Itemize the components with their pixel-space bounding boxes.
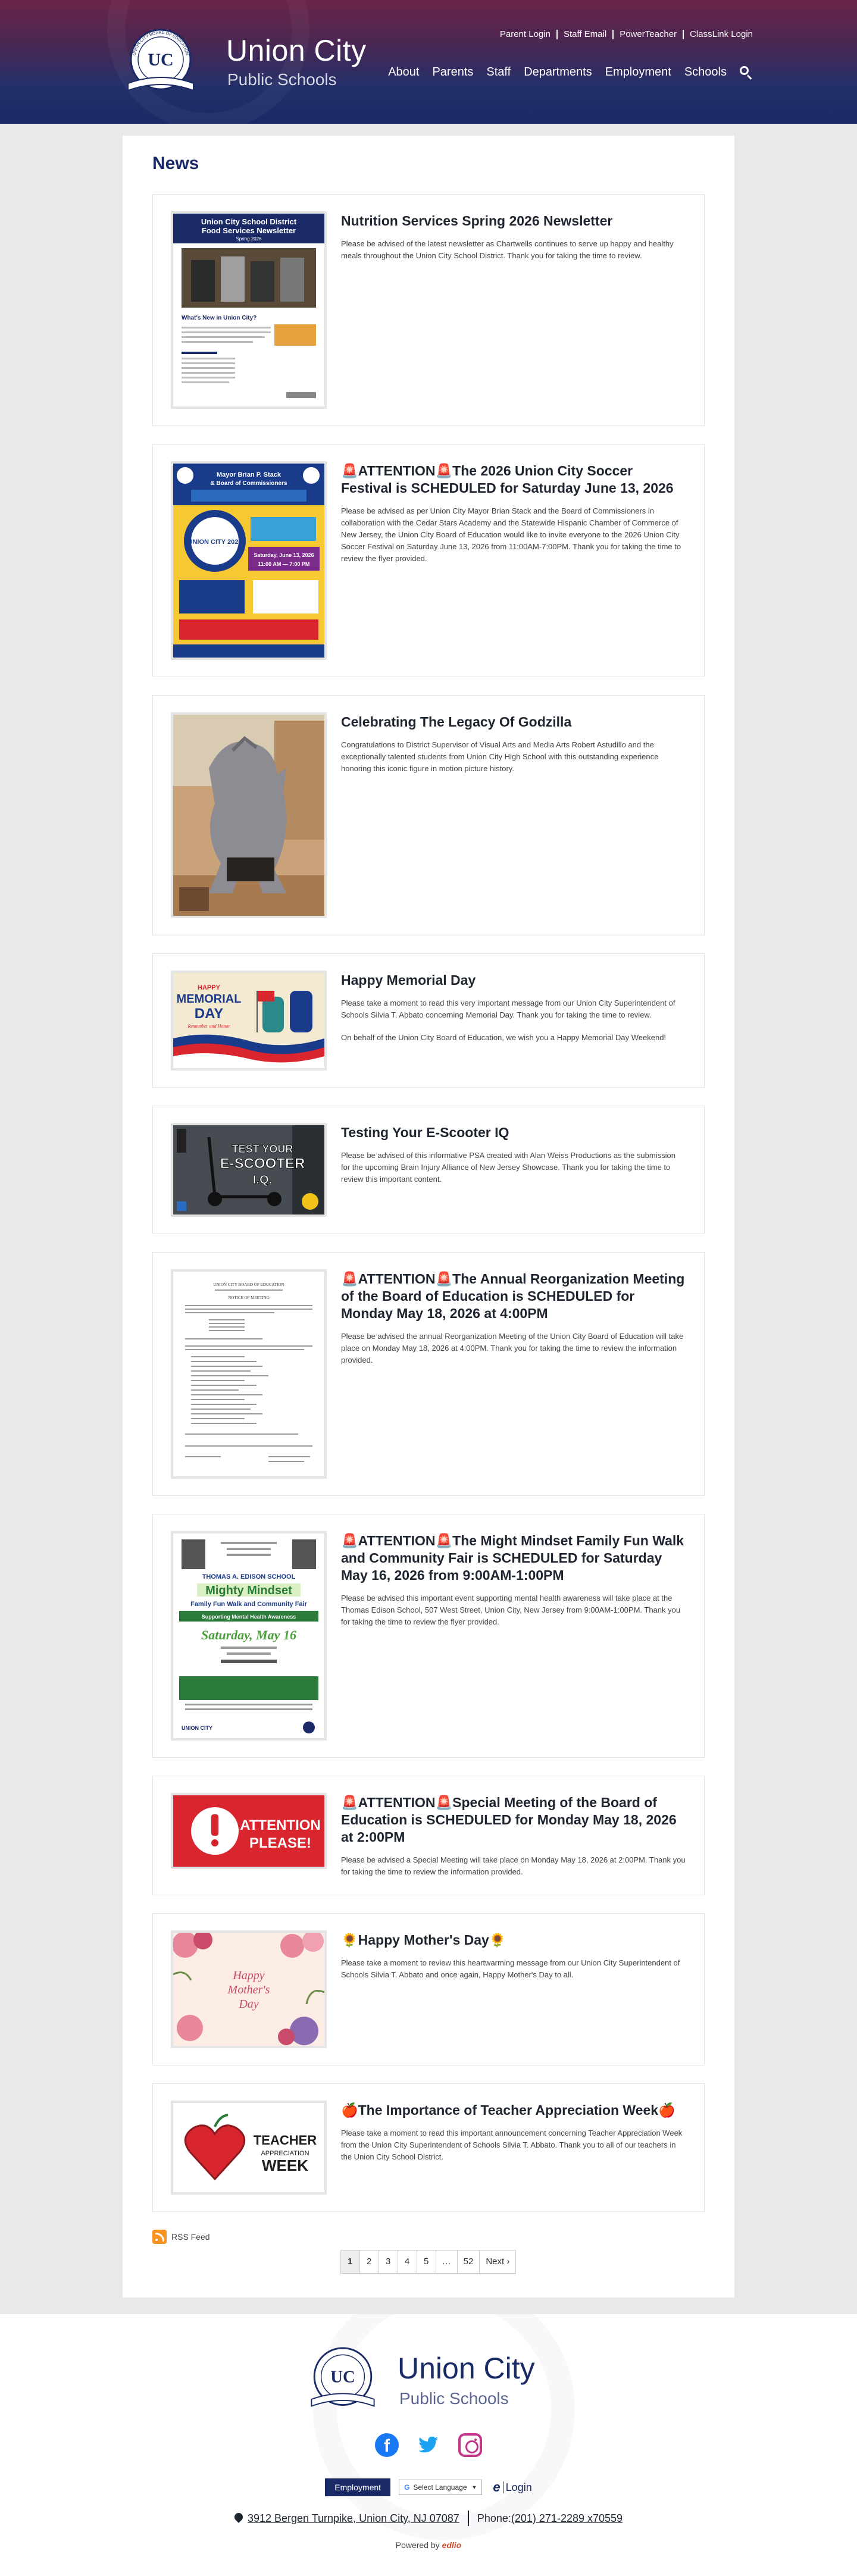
thumb-text: Mother's — [227, 1983, 270, 1996]
news-thumbnail-newsletter[interactable] — [171, 211, 327, 409]
svg-text:UNION CITY BOARD OF EDUCATION: UNION CITY BOARD OF EDUCATION — [132, 30, 189, 56]
social-links — [123, 2433, 734, 2457]
site-subtitle: Public Schools — [227, 70, 337, 89]
nav-staff[interactable]: Staff — [486, 65, 511, 79]
news-summary: Please be advised of the latest newsletter as Chartwells continues to serve up happy and healthy meals throughout the Union City School District. Thank you for taking the time to review. — [341, 239, 674, 260]
search-icon[interactable] — [740, 66, 753, 79]
news-title[interactable]: Testing Your E-Scooter IQ — [341, 1125, 509, 1140]
news-item — [152, 695, 705, 935]
thumb-text: Remember and Honor — [187, 1023, 230, 1029]
news-title[interactable]: 🚨ATTENTION🚨The Annual Reorganization Meeting of the Board of Education is SCHEDULED for Monday May 18, 2026 at 4:00PM — [341, 1271, 685, 1321]
nav-schools[interactable]: Schools — [684, 65, 727, 79]
footer-subtitle: Public Schools — [399, 2389, 509, 2408]
edlio-brand-link[interactable]: edlio — [442, 2540, 462, 2550]
thumb-text: Food Services Newsletter — [201, 226, 296, 235]
edlio-icon: e — [493, 2480, 501, 2494]
thumb-text: TEST YOUR — [232, 1143, 293, 1155]
thumb-text: Mayor Brian P. Stack — [216, 471, 282, 478]
news-title[interactable]: 🍎The Importance of Teacher Appreciation Week🍎 — [341, 2102, 675, 2118]
map-pin-icon — [234, 2513, 243, 2524]
news-item — [152, 194, 705, 426]
footer-district-seal-icon[interactable] — [289, 2347, 396, 2412]
news-summary: On behalf of the Union City Board of Education, we wish you a Happy Memorial Day Weekend! — [341, 1033, 667, 1042]
site-title[interactable]: Union City — [226, 34, 367, 67]
news-summary: Please take a moment to review this heartwarming message from our Union City Superintendent of Schools Silvia T. Abbato and once again, Happy Mother's Day to all. — [341, 1958, 680, 1979]
next-page-button[interactable]: Next › — [479, 2250, 516, 2274]
thumb-text: HAPPY — [198, 984, 220, 991]
news-summary: Please be advised of this informative PSA created with Alan Weiss Productions as the submission for the upcoming Brain Injury Alliance of New Jersey Showcase. Thank you for taking the time to review this important content. — [341, 1151, 675, 1184]
thumb-text: E-SCOOTER — [220, 1156, 305, 1172]
twitter-icon[interactable] — [417, 2433, 440, 2457]
news-summary: Please be advised the annual Reorganization Meeting of the Union City Board of Education will take place on Monday May 18, 2026 at 4:00PM. Thank you for taking the time to review the information provided. — [341, 1332, 684, 1364]
news-item — [152, 1106, 705, 1234]
phone-label: Phone: — [477, 2512, 511, 2524]
news-title[interactable]: Nutrition Services Spring 2026 Newsletter — [341, 213, 613, 229]
nav-parents[interactable]: Parents — [432, 65, 474, 79]
news-item — [152, 2083, 705, 2212]
parent-login-link[interactable]: Parent Login — [494, 30, 558, 39]
district-logo[interactable] — [104, 29, 223, 100]
rss-feed-link[interactable] — [152, 2230, 705, 2244]
news-thumbnail-meeting-notice[interactable] — [171, 1269, 327, 1479]
news-thumbnail-mothers-day[interactable] — [171, 1930, 327, 2048]
news-thumbnail-mighty-mindset-flyer[interactable] — [171, 1531, 327, 1741]
news-summary: Please take a moment to read this very important message from our Union City Superintendent of Schools Silvia T. Abbato concerning Memorial Day. Thank you for taking the time to review. — [341, 999, 675, 1019]
rss-feed-label: RSS Feed — [171, 2232, 210, 2242]
page-1[interactable]: 1 — [340, 2250, 360, 2274]
nav-departments[interactable]: Departments — [524, 65, 592, 79]
thumb-text: UNION CITY 2026 — [187, 539, 242, 546]
page-2[interactable]: 2 — [359, 2250, 379, 2274]
rss-icon — [152, 2230, 167, 2244]
thumb-text: APPRECIATION — [261, 2150, 309, 2157]
thumb-text: UNION CITY — [181, 1725, 213, 1731]
thumb-text: Family Fun Walk and Community Fair — [190, 1601, 307, 1608]
news-title[interactable]: 🚨ATTENTION🚨The 2026 Union City Soccer Festival is SCHEDULED for Saturday June 13, 2026 — [341, 463, 674, 496]
classlink-login-link[interactable]: ClassLink Login — [690, 29, 753, 39]
news-thumbnail-memorial-day[interactable] — [171, 971, 327, 1071]
thumb-text: Saturday, May 16 — [201, 1627, 296, 1642]
thumb-text: DAY — [194, 1006, 224, 1022]
news-summary: Please take a moment to read this important announcement concerning Teacher Appreciation Week from the Union City Superintendent of Schools Silvia T. Abbato. Thank you to all of our teachers in the Union City School District. — [341, 2129, 683, 2161]
instagram-icon[interactable] — [458, 2433, 482, 2457]
page-title: News — [152, 154, 199, 173]
powerteacher-link[interactable]: PowerTeacher — [614, 30, 684, 39]
site-header — [0, 0, 857, 124]
news-item — [152, 444, 705, 677]
page-52[interactable]: 52 — [457, 2250, 480, 2274]
news-thumbnail-godzilla-photo[interactable] — [171, 712, 327, 918]
thumb-text: TEACHER — [253, 2133, 317, 2148]
thumb-text: 11:00 AM — 7:00 PM — [258, 561, 310, 567]
news-item — [152, 1514, 705, 1758]
thumb-text: Saturday, June 13, 2026 — [254, 552, 314, 558]
news-thumbnail-attention[interactable] — [171, 1793, 327, 1869]
news-summary: Please be advised as per Union City Mayor Brian Stack and the Board of Commissioners in collaboration with the Cedar Stars Academy and the Statewide Hispanic Chamber of Commerce of New Jersey, the Union City Board of Education would like to invite everyone to the 2026 Union City Soccer Festival on Saturday June 13, 2026 from 11:00AM-7:00PM. Thank you for taking the time to review the flyer provided. — [341, 506, 681, 563]
powered-label: Powered by — [395, 2540, 440, 2550]
contact-info — [123, 2511, 734, 2526]
chevron-down-icon: ▼ — [471, 2484, 477, 2490]
login-link[interactable] — [493, 2480, 531, 2495]
thumb-text: Happy — [233, 1969, 265, 1982]
news-title[interactable]: 🚨ATTENTION🚨Special Meeting of the Board of Education is SCHEDULED for Monday May 18, 2026 at 2:00PM — [341, 1795, 677, 1845]
news-title[interactable]: 🚨ATTENTION🚨The Might Mindset Family Fun Walk and Community Fair is SCHEDULED for Saturday May 16, 2026 from 9:00AM-1:00PM — [341, 1533, 684, 1583]
thumb-text: WEEK — [262, 2156, 308, 2174]
page-5[interactable]: 5 — [417, 2250, 436, 2274]
footer-title: Union City — [398, 2352, 535, 2385]
google-translate-icon: G — [404, 2483, 410, 2492]
nav-employment[interactable]: Employment — [605, 65, 671, 79]
employment-button[interactable]: Employment — [325, 2478, 390, 2496]
news-thumbnail-teacher-appreciation[interactable] — [171, 2101, 327, 2195]
phone-link[interactable]: (201) 271-2289 x70559 — [511, 2512, 623, 2524]
thumb-text: MEMORIAL — [176, 993, 242, 1006]
login-label: Login — [505, 2481, 532, 2493]
powered-by — [123, 2540, 734, 2550]
thumb-text: I.Q. — [252, 1173, 273, 1187]
svg-text:UC: UC — [330, 2367, 355, 2387]
news-item — [152, 1913, 705, 2065]
thumb-text: Spring 2026 — [236, 236, 262, 242]
news-title[interactable]: Celebrating The Legacy Of Godzilla — [341, 714, 572, 730]
address-link[interactable]: 3912 Bergen Turnpike, Union City, NJ 07087 — [247, 2512, 459, 2524]
facebook-icon[interactable]: f — [375, 2433, 399, 2457]
thumb-text: PLEASE! — [249, 1835, 312, 1851]
page-ellipsis: … — [436, 2250, 458, 2274]
news-item — [152, 953, 705, 1088]
staff-email-link[interactable]: Staff Email — [558, 30, 614, 39]
news-title[interactable]: Happy Memorial Day — [341, 972, 476, 988]
footer-tools — [123, 2478, 734, 2496]
thumb-text: NOTICE OF MEETING — [228, 1295, 270, 1300]
main-nav — [375, 65, 753, 79]
thumb-text: ATTENTION — [240, 1817, 321, 1833]
thumb-text: What's New in Union City? — [182, 315, 257, 321]
news-item — [152, 1776, 705, 1895]
utility-nav — [494, 30, 753, 39]
thumb-text: THOMAS A. EDISON SCHOOL — [202, 1573, 296, 1580]
page-4[interactable]: 4 — [398, 2250, 417, 2274]
pagination — [152, 2250, 705, 2274]
thumb-text: Union City School District — [201, 217, 297, 226]
thumb-text: Mighty Mindset — [205, 1584, 292, 1597]
news-summary: Please be advised a Special Meeting will take place on Monday May 18, 2026 at 2:00PM. Thank you for taking the time to review the information provided. — [341, 1855, 686, 1876]
news-thumbnail-escooter-video[interactable] — [171, 1123, 327, 1217]
thumb-text: & Board of Commissioners — [210, 480, 287, 487]
page-3[interactable]: 3 — [379, 2250, 398, 2274]
thumb-text: Supporting Mental Health Awareness — [201, 1614, 296, 1620]
news-summary: Please be advised this important event supporting mental health awareness will take place at the Thomas Edison School, 507 West Street, Union City, New Jersey from 9:00AM-1:00PM. Thank you for taking the time to review the flyer provided. — [341, 1594, 681, 1626]
news-summary: Congratulations to District Supervisor of Visual Arts and Media Arts Robert Astudillo and the exceptionally talented students from Union City High School with this outstanding experience honoring this iconic figure in motion picture history. — [341, 740, 659, 773]
district-seal-icon — [116, 29, 205, 97]
news-title[interactable]: 🌻Happy Mother's Day🌻 — [341, 1932, 506, 1948]
thumb-text: UNION CITY BOARD OF EDUCATION — [213, 1282, 284, 1287]
news-main — [123, 136, 734, 2298]
language-select-label: Select Language — [413, 2483, 467, 2492]
nav-about[interactable]: About — [388, 65, 420, 79]
thumb-text: Day — [239, 1998, 259, 2011]
language-select[interactable] — [399, 2480, 482, 2495]
news-item — [152, 1252, 705, 1496]
news-thumbnail-soccer-flyer[interactable] — [171, 461, 327, 660]
site-footer — [0, 2314, 857, 2576]
svg-text:UC: UC — [148, 50, 174, 70]
